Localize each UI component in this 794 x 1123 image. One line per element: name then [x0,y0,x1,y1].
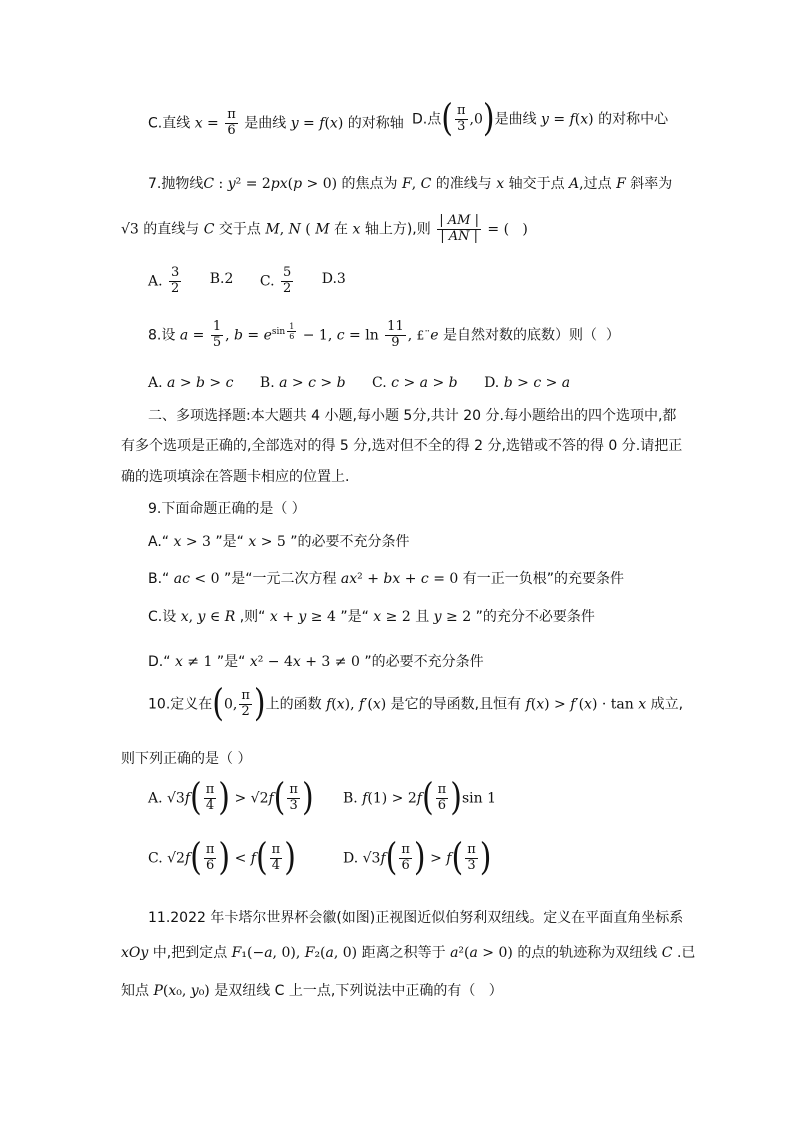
section2-line3: 确的选项填涂在答题卡相应的位置上. [121,469,350,485]
q10-line2: 则下列正确的是（ ） [121,751,252,767]
section2-line2: 有多个选项是正确的,全部选对的得 5 分,选对但不全的得 2 分,选错或不答的得 0 分.请把正 [121,438,683,454]
q9-option-d: D.“ x ≠ 1 ”是“ x² − 4x + 3 ≠ 0 ”的必要不充分条件 [148,654,484,670]
q11-line2: xOy 中,把到定点 F₁(−a, 0), F₂(a, 0) 距离之积等于 a²(a > 0) 的点的轨迹称为双纽线 C .已 [121,945,696,961]
q7-line1: 7.抛物线C : y² = 2px(p > 0) 的焦点为 F, C 的准线与 x 轴交于点 A,过点 F 斜率为 [148,176,673,192]
q10-option-b: B. f(1) > 2f( $\frac{\pi}{6}$ )sin 1 [343,775,496,820]
q7-option-b: B.2 [209,271,234,288]
q8-stem: 8.设 a = $\frac{1}{5}$ , $b = e^{sin \frac{1}{6}}$ − 1, c = ln $\frac{11}{9}$ , £¨e 是自然对数的底数）则（ ） [148,319,620,350]
q7-line2: √3 的直线与 C 交于点 M, N ( M 在 x 轴上方),则 $\frac{| AM |}{| AN |}$ = ( ) [121,213,528,244]
q8-options [148,375,592,391]
q8-option-b: B. a > c > b [259,375,346,391]
q7-option-d: D.3 [321,271,346,288]
q9-option-a: A.“ x > 3 ”是“ x > 5 ”的必要不充分条件 [148,534,410,550]
q6-option-d: D.点( $\frac{\pi}{3}$ ,0)是曲线 y = f(x) 的对称中心 [412,96,669,141]
q10-line1: 10.定义在(0, $\frac{\pi}{2}$ )上的函数 f(x), f′(x) 是它的导函数,且恒有 f(x) > f′(x) · tan x 成立, [148,681,684,726]
q7-options [148,266,368,297]
q11-line1: 11.2022 年卡塔尔世界杯会徽(如图)正视图近似伯努利双纽线。定义在平面直角坐标系 [148,910,684,926]
q10-option-a: A. √3f( $\frac{\pi}{4}$ ) > √2f( $\frac{\pi}{3}$ ) [148,775,314,820]
q9-stem: 9.下面命题正确的是（ ） [148,501,306,517]
q11-line3: 知点 P(x₀, y₀) 是双纽线 C 上一点,下列说法中正确的有（ ） [121,983,503,999]
q8-option-a: A. a > b > c [148,375,234,391]
q8-option-d: D. b > c > a [484,375,571,391]
q7-option-a: A. $\frac{3}{2}$ [148,265,180,296]
q10-option-c: C. √2f( $\frac{\pi}{6}$ ) < f( $\frac{\pi}{4}$ ) [148,835,296,880]
section2-line1: 二、多项选择题:本大题共 4 小题,每小题 5分,共计 20 分.每小题给出的四个选项中,都 [148,408,677,424]
q8-option-c: C. c > a > b [372,375,458,391]
q9-option-c: C.设 x, y ∈ R ,则“ x + y ≥ 4 ”是“ x ≥ 2 且 y ≥ 2 ”的充分不必要条件 [148,609,595,625]
q7-option-c: C. $\frac{5}{2}$ [259,265,292,296]
q6-option-c: C.直线 x = $\frac{\pi}{6}$ 是曲线 y = f(x) 的对称轴 [148,107,404,138]
q9-option-b: B.“ ac < 0 ”是“一元二次方程 ax² + bx + c = 0 有一正一负根”的充要条件 [148,571,625,587]
q10-option-d: D. √3f( $\frac{\pi}{6}$ ) > f( $\frac{\pi}{3}$ ) [343,835,492,880]
